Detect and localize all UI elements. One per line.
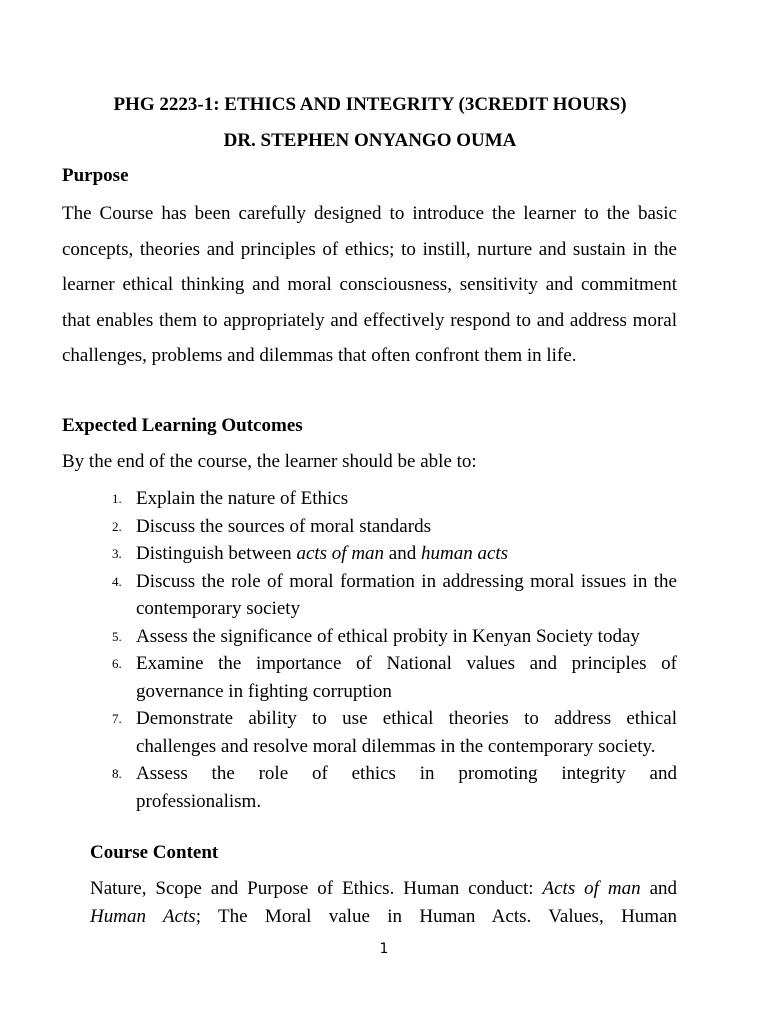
list-item — [0, 760, 677, 815]
outcomes-intro: By the end of the course, the learner should be able to: — [62, 451, 477, 472]
list-item — [0, 650, 677, 705]
list-item — [0, 540, 677, 568]
list-item — [0, 623, 677, 651]
content-text: and — [640, 878, 678, 899]
content-emphasis: Human Acts — [90, 905, 196, 927]
course-content-heading: Course Content — [90, 842, 219, 863]
list-number: 8. — [112, 766, 122, 781]
list-item-text-line2: professionalism. — [136, 790, 262, 812]
page-number: 1 — [379, 941, 389, 957]
list-item — [0, 513, 677, 541]
list-number: 6. — [112, 656, 122, 671]
list-number: 2. — [112, 518, 122, 534]
outcomes-list — [0, 485, 677, 815]
content-text: ; The Moral value in Human Acts. Values, Human — [195, 905, 678, 927]
instructor-name: DR. STEPHEN ONYANGO OUMA — [223, 130, 517, 151]
list-item — [0, 485, 677, 513]
list-item — [0, 705, 677, 760]
outcomes-heading: Expected Learning Outcomes — [62, 415, 303, 436]
purpose-paragraph: The Course has been carefully designed to introduce the learner to the basic concepts, theories and principles of ethics; to instill, nurture and sustain in the learner ethical thinking and moral consciousness, sensitivity and commitment that enables them to appropriately and effectively respond to and address moral challenges, problems and dilemmas that often confront them in life. — [62, 203, 677, 367]
list-item — [0, 568, 677, 623]
list-item-text: Explain the nature of Ethics — [136, 488, 349, 509]
list-item-text: Discuss the role of moral formation in addressing moral issues in the contemporary society — [136, 570, 677, 619]
list-item-text: Demonstrate ability to use ethical theories to address ethical challenges and resolve moral dilemmas in the contemporary society. — [136, 708, 677, 757]
list-number: 3. — [112, 546, 122, 561]
list-item-text: Discuss the sources of moral standards — [136, 515, 431, 537]
list-item-text: Assess the significance of ethical probity in Kenyan Society today — [136, 625, 640, 647]
list-item-text-line1: Assess the role of ethics in promoting integrity and — [136, 763, 677, 784]
list-item-emphasis: human acts — [420, 543, 509, 564]
list-item-text-pre: Distinguish between — [136, 543, 297, 564]
course-content-paragraph — [90, 875, 677, 930]
content-emphasis: Acts of man — [542, 878, 641, 899]
list-number: 1. — [112, 491, 122, 506]
course-title: PHG 2223-1: ETHICS AND INTEGRITY (3CREDIT HOURS) — [113, 94, 627, 115]
list-item-text-mid: and — [384, 543, 421, 564]
content-text: Nature, Scope and Purpose of Ethics. Human conduct: — [90, 878, 543, 899]
list-item-emphasis: acts of man — [296, 543, 385, 564]
list-item-text: Examine the importance of National values and principles of governance in fighting corruption — [136, 653, 677, 702]
list-number: 7. — [112, 711, 122, 726]
list-number: 4. — [112, 573, 122, 589]
purpose-heading: Purpose — [62, 165, 129, 186]
list-number: 5. — [112, 628, 122, 644]
